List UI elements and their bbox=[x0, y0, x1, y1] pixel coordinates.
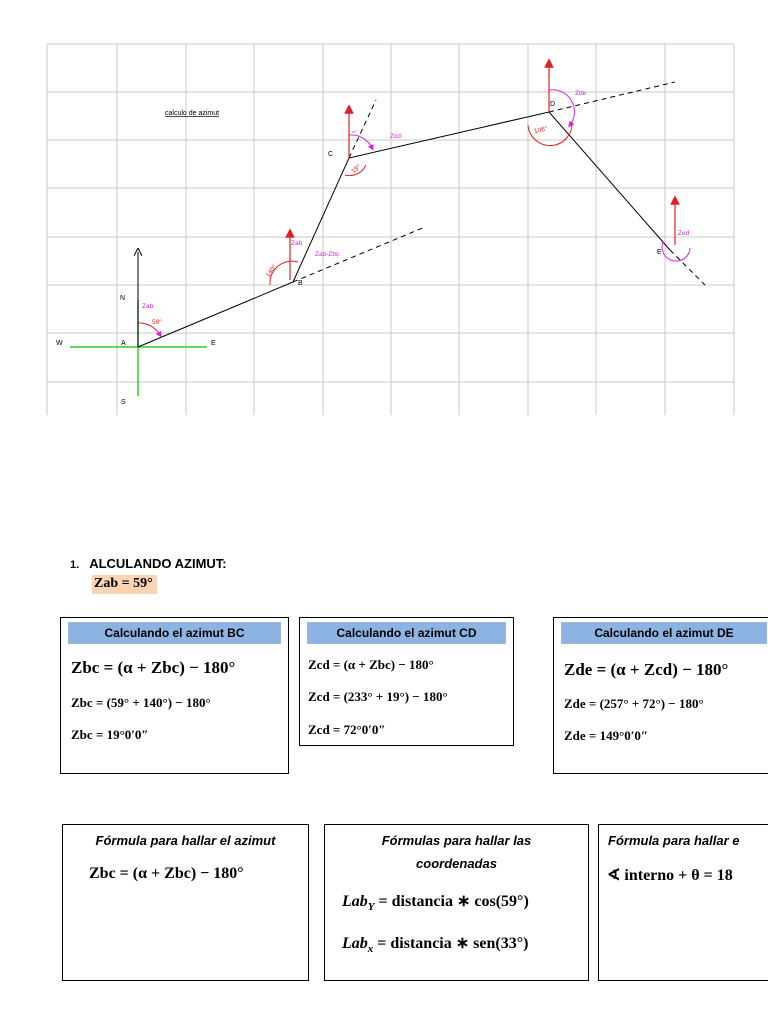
formula-line: Zcd = (α + Zbc) − 180° bbox=[308, 657, 434, 672]
calc-box-title: Calculando el azimut CD bbox=[307, 622, 506, 644]
point-a: A bbox=[121, 340, 126, 347]
lab-expression: = distancia ∗ cos(59°) bbox=[374, 893, 529, 910]
formula-line: Zcd = (233° + 19°) − 180° bbox=[308, 689, 448, 704]
grid bbox=[47, 44, 734, 415]
lab-symbol: Lab bbox=[342, 935, 368, 952]
formula-box-title: Fórmula para hallar e bbox=[608, 833, 740, 848]
zab-value: Zab = 59° bbox=[92, 575, 157, 594]
traverse-line bbox=[138, 112, 670, 347]
label-zab-zbc: Zab-Zbc bbox=[315, 251, 340, 258]
label-angle-d: 106° bbox=[533, 125, 549, 136]
formula-box-coordenadas bbox=[324, 824, 589, 981]
formula-box-angulo bbox=[598, 824, 768, 981]
angle-arcs bbox=[138, 90, 690, 335]
lab-subscript: x bbox=[367, 943, 374, 956]
point-d: D bbox=[550, 101, 556, 108]
calc-box-title: Calculando el azimut BC bbox=[68, 622, 281, 644]
formula-line: Zcd = 72°0′0″ bbox=[308, 722, 386, 737]
extension-lines bbox=[293, 82, 705, 285]
diagram-title: calculo de azimut bbox=[165, 110, 220, 117]
formula-box-title: Fórmula para hallar el azimut bbox=[95, 833, 276, 848]
azimuth-diagram bbox=[0, 0, 768, 420]
point-c: C bbox=[328, 151, 334, 158]
label-zde: Zde bbox=[575, 90, 587, 97]
formula-line: Zbc = 19°0′0″ bbox=[71, 727, 149, 742]
formula-box-azimut bbox=[62, 824, 309, 981]
formula-line-lab-y bbox=[342, 891, 529, 913]
calc-box-de bbox=[553, 617, 768, 774]
calc-box-bc bbox=[60, 617, 289, 774]
label-small-c: m° bbox=[352, 129, 357, 134]
formula-line: Zbc = (α + Zbc) − 180° bbox=[71, 658, 236, 677]
label-angle-b: 140° bbox=[264, 263, 279, 279]
cardinal-s: S bbox=[121, 399, 126, 406]
section-number: 1. bbox=[70, 559, 80, 571]
point-b: B bbox=[298, 280, 303, 287]
label-angle-c: 19° bbox=[350, 163, 363, 176]
calc-box-title: Calculando el azimut DE bbox=[561, 622, 767, 644]
formula-line: Zde = (α + Zcd) − 180° bbox=[564, 660, 729, 679]
cardinal-n: N bbox=[120, 295, 126, 302]
formula-box-title: Fórmulas para hallar las coordenadas bbox=[381, 833, 532, 871]
lab-symbol: Lab bbox=[342, 893, 368, 910]
lab-subscript: Y bbox=[367, 901, 375, 914]
north-arrows bbox=[290, 63, 675, 280]
label-zab-a: Zab bbox=[142, 303, 154, 310]
label-zed: Zed bbox=[678, 230, 690, 237]
calc-box-cd bbox=[299, 617, 514, 746]
label-angle-a: 59° bbox=[152, 319, 162, 326]
label-zab-b: Zab bbox=[291, 240, 303, 247]
section-title: ALCULANDO AZIMUT: bbox=[89, 556, 227, 571]
lab-expression: = distancia ∗ sen(33°) bbox=[373, 935, 529, 952]
cardinal-w: W bbox=[56, 340, 63, 347]
formula-line-lab-x bbox=[342, 933, 528, 955]
cardinal-e: E bbox=[211, 340, 216, 347]
label-zcd: Zcd bbox=[390, 133, 401, 140]
formula-line: Zbc = (59° + 140°) − 180° bbox=[71, 695, 211, 710]
formula-line: Zde = 149°0′0″ bbox=[564, 728, 649, 743]
section-heading bbox=[70, 556, 227, 571]
formula-line: Zde = (257° + 72°) − 180° bbox=[564, 696, 704, 711]
formula-line: Zbc = (α + Zbc) − 180° bbox=[89, 865, 244, 882]
formula-line: ∢ interno + θ = 18 bbox=[607, 867, 733, 884]
point-e: E bbox=[657, 249, 662, 256]
